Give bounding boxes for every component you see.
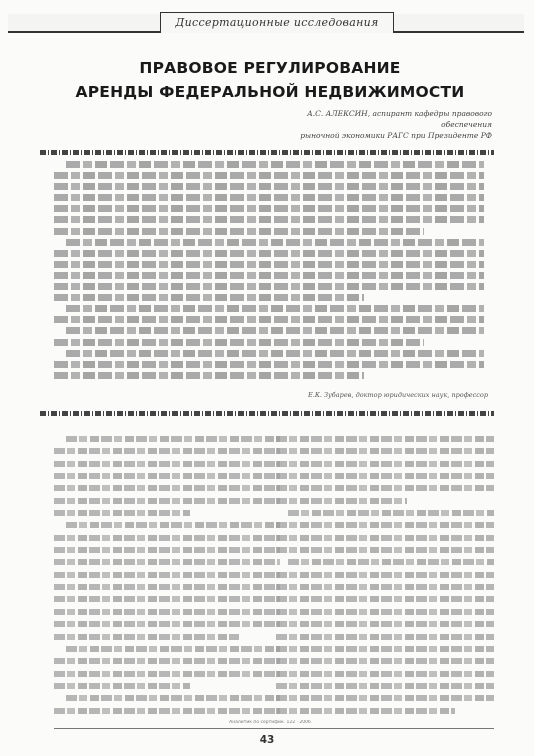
abstract-text-line bbox=[54, 183, 484, 190]
body-text-line bbox=[66, 436, 280, 442]
body-text-line bbox=[54, 559, 280, 565]
body-text-line bbox=[54, 473, 280, 479]
abstract-text-line bbox=[54, 194, 484, 201]
body-text-line bbox=[66, 646, 280, 652]
author-line-2: рыночной экономики РАГС при Президенте РФ bbox=[300, 131, 492, 140]
author-line-1: А.С. АЛЕКСИН, аспирант кафедры правового обеспечения bbox=[307, 109, 492, 129]
body-text-line bbox=[276, 485, 494, 491]
title-line-1: ПРАВОВОЕ РЕГУЛИРОВАНИЕ bbox=[139, 59, 401, 77]
body-text-line bbox=[54, 621, 280, 627]
body-text-line bbox=[276, 547, 494, 553]
body-text-line bbox=[54, 609, 280, 615]
body-text-line bbox=[54, 658, 280, 664]
body-text-line bbox=[54, 448, 280, 454]
body-text-line bbox=[276, 572, 494, 578]
abstract-text-line bbox=[66, 161, 484, 168]
body-text-line bbox=[276, 535, 494, 541]
abstract-text-line bbox=[54, 283, 484, 290]
abstract-text-line bbox=[54, 361, 484, 368]
abstract-text-line bbox=[54, 294, 364, 301]
footer-rule bbox=[54, 728, 494, 729]
body-text-line bbox=[288, 510, 494, 516]
abstract-text-line bbox=[66, 327, 484, 334]
body-text-line bbox=[276, 522, 494, 528]
decorative-rule-bottom bbox=[40, 411, 494, 416]
abstract-text-line bbox=[54, 316, 484, 323]
body-text-line bbox=[276, 436, 494, 442]
abstract-text-line bbox=[54, 205, 484, 212]
section-tab bbox=[160, 12, 394, 33]
abstract-text-line bbox=[54, 339, 424, 346]
page-number: 43 bbox=[259, 734, 275, 746]
body-text-line bbox=[276, 498, 407, 504]
body-text-line bbox=[276, 609, 494, 615]
body-text-line bbox=[54, 708, 280, 714]
body-text-line bbox=[54, 535, 280, 541]
reviewer-credit: Е.К. Зубарев, доктор юридических наук, профессор bbox=[308, 391, 488, 399]
body-text-line bbox=[276, 448, 494, 454]
body-text-line bbox=[276, 671, 494, 677]
body-text-line bbox=[54, 584, 280, 590]
body-column-left bbox=[54, 436, 280, 720]
body-text-line bbox=[66, 522, 280, 528]
section-label: Диссертационные исследования bbox=[175, 16, 379, 29]
abstract-text-line bbox=[54, 216, 484, 223]
abstract-text-line bbox=[54, 372, 364, 379]
author-block bbox=[262, 108, 492, 141]
body-text-line bbox=[276, 646, 494, 652]
body-text-line bbox=[276, 596, 494, 602]
article-title bbox=[40, 56, 500, 104]
abstract-block bbox=[54, 161, 484, 383]
body-text-line bbox=[66, 695, 280, 701]
abstract-text-line bbox=[54, 250, 484, 257]
body-text-line bbox=[276, 621, 494, 627]
body-text-line bbox=[276, 461, 494, 467]
body-text-line bbox=[54, 572, 280, 578]
abstract-text-line bbox=[54, 172, 484, 179]
body-text-line bbox=[54, 683, 190, 689]
decorative-rule-top bbox=[40, 150, 494, 155]
body-text-line bbox=[276, 658, 494, 664]
body-text-line bbox=[54, 547, 280, 553]
body-text-line bbox=[276, 473, 494, 479]
body-text-line bbox=[276, 584, 494, 590]
body-column-right bbox=[276, 436, 494, 720]
abstract-text-line bbox=[66, 239, 484, 246]
body-text-line bbox=[54, 671, 280, 677]
abstract-text-line bbox=[54, 228, 424, 235]
footer-journal: Аналитик по сертифик. 122 · 2006 bbox=[190, 720, 350, 725]
body-text-line bbox=[54, 634, 239, 640]
abstract-text-line bbox=[66, 305, 484, 312]
body-text-line bbox=[276, 683, 494, 689]
body-text-line bbox=[276, 708, 455, 714]
body-text-line bbox=[54, 485, 280, 491]
body-text-line bbox=[288, 559, 494, 565]
abstract-text-line bbox=[54, 261, 484, 268]
body-text-line bbox=[276, 634, 494, 640]
body-text-line bbox=[54, 596, 280, 602]
abstract-text-line bbox=[66, 350, 484, 357]
body-text-line bbox=[276, 695, 494, 701]
title-line-2: АРЕНДЫ ФЕДЕРАЛЬНОЙ НЕДВИЖИМОСТИ bbox=[75, 83, 465, 101]
body-text-line bbox=[54, 510, 190, 516]
body-text-line bbox=[54, 461, 280, 467]
abstract-text-line bbox=[54, 272, 484, 279]
body-text-line bbox=[54, 498, 280, 504]
